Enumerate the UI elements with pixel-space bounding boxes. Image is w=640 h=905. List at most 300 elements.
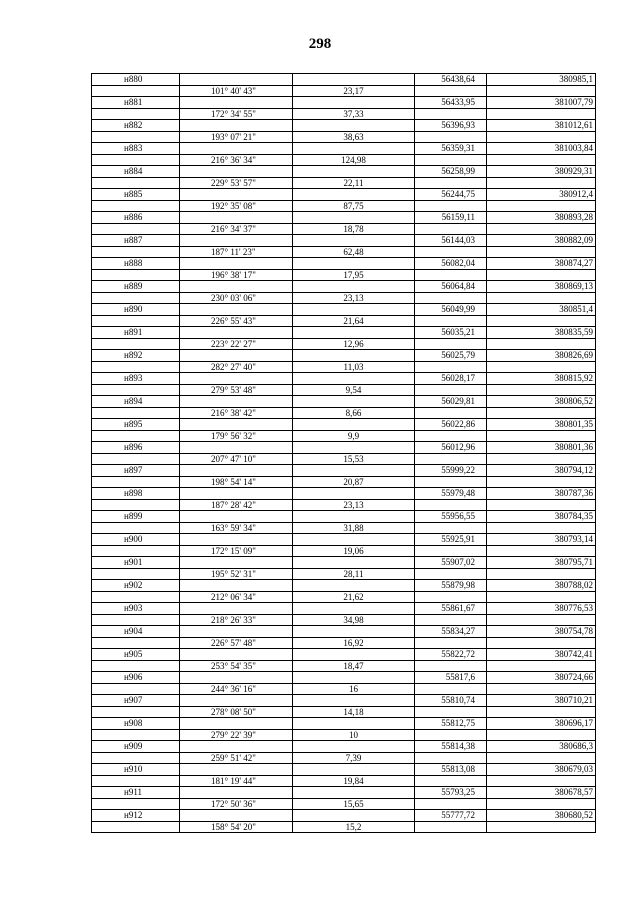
empty-cell <box>293 74 415 86</box>
empty-cell <box>92 821 180 833</box>
direction-angle: 207° 47' 10" <box>180 453 293 465</box>
empty-cell <box>487 591 596 603</box>
empty-cell <box>293 649 415 661</box>
empty-cell <box>415 407 487 419</box>
point-name: н883 <box>92 143 180 155</box>
coord-x: 56028,17 <box>415 373 487 385</box>
coord-x: 56433,95 <box>415 97 487 109</box>
point-name: н881 <box>92 97 180 109</box>
point-row <box>92 74 596 86</box>
empty-cell <box>92 683 180 695</box>
point-row <box>92 672 596 684</box>
segment-length: 87,75 <box>293 200 415 212</box>
point-row <box>92 419 596 431</box>
segment-row <box>92 453 596 465</box>
point-name: н892 <box>92 350 180 362</box>
segment-length: 18,78 <box>293 223 415 235</box>
direction-angle: 223° 22' 27" <box>180 338 293 350</box>
coord-x: 56159,11 <box>415 212 487 224</box>
direction-angle: 172° 34' 55" <box>180 108 293 120</box>
point-name: н887 <box>92 235 180 247</box>
empty-cell <box>415 338 487 350</box>
direction-angle: 216° 36' 34" <box>180 154 293 166</box>
segment-row <box>92 775 596 787</box>
segment-row <box>92 108 596 120</box>
point-row <box>92 396 596 408</box>
empty-cell <box>180 672 293 684</box>
empty-cell <box>487 154 596 166</box>
coord-y: 380678,57 <box>487 787 596 799</box>
coord-y: 380742,41 <box>487 649 596 661</box>
segment-length: 28,11 <box>293 568 415 580</box>
point-row <box>92 166 596 178</box>
empty-cell <box>293 258 415 270</box>
segment-length: 16,92 <box>293 637 415 649</box>
coord-x: 56244,75 <box>415 189 487 201</box>
segment-row <box>92 269 596 281</box>
point-name: н909 <box>92 741 180 753</box>
direction-angle: 163° 59' 34" <box>180 522 293 534</box>
segment-row <box>92 476 596 488</box>
coord-x: 55879,98 <box>415 580 487 592</box>
empty-cell <box>92 752 180 764</box>
empty-cell <box>293 235 415 247</box>
empty-cell <box>180 465 293 477</box>
segment-row <box>92 292 596 304</box>
empty-cell <box>487 131 596 143</box>
point-row <box>92 718 596 730</box>
point-row <box>92 350 596 362</box>
empty-cell <box>487 637 596 649</box>
empty-cell <box>487 315 596 327</box>
empty-cell <box>487 660 596 672</box>
coord-y: 380985,1 <box>487 74 596 86</box>
coord-y: 380794,12 <box>487 465 596 477</box>
empty-cell <box>180 603 293 615</box>
empty-cell <box>180 649 293 661</box>
segment-row <box>92 614 596 626</box>
empty-cell <box>487 85 596 97</box>
point-name: н885 <box>92 189 180 201</box>
empty-cell <box>92 177 180 189</box>
point-row <box>92 465 596 477</box>
empty-cell <box>415 683 487 695</box>
empty-cell <box>487 269 596 281</box>
empty-cell <box>415 499 487 511</box>
coord-x: 55812,75 <box>415 718 487 730</box>
segment-length: 12,96 <box>293 338 415 350</box>
empty-cell <box>92 85 180 97</box>
coord-y: 380710,21 <box>487 695 596 707</box>
empty-cell <box>92 775 180 787</box>
segment-row <box>92 200 596 212</box>
empty-cell <box>293 419 415 431</box>
direction-angle: 229° 53' 57" <box>180 177 293 189</box>
point-name: н905 <box>92 649 180 661</box>
empty-cell <box>180 695 293 707</box>
direction-angle: 226° 57' 48" <box>180 637 293 649</box>
point-row <box>92 534 596 546</box>
empty-cell <box>180 258 293 270</box>
empty-cell <box>415 154 487 166</box>
empty-cell <box>487 338 596 350</box>
empty-cell <box>293 281 415 293</box>
coord-y: 380795,71 <box>487 557 596 569</box>
empty-cell <box>92 361 180 373</box>
empty-cell <box>92 430 180 442</box>
empty-cell <box>92 407 180 419</box>
empty-cell <box>180 74 293 86</box>
empty-cell <box>180 120 293 132</box>
coord-y: 380784,35 <box>487 511 596 523</box>
segment-row <box>92 361 596 373</box>
empty-cell <box>293 718 415 730</box>
empty-cell <box>293 764 415 776</box>
segment-length: 20,87 <box>293 476 415 488</box>
empty-cell <box>415 269 487 281</box>
empty-cell <box>180 557 293 569</box>
empty-cell <box>180 327 293 339</box>
empty-cell <box>293 327 415 339</box>
empty-cell <box>415 752 487 764</box>
point-name: н890 <box>92 304 180 316</box>
coord-y: 380882,09 <box>487 235 596 247</box>
empty-cell <box>487 798 596 810</box>
segment-row <box>92 430 596 442</box>
segment-row <box>92 384 596 396</box>
direction-angle: 198° 54' 14" <box>180 476 293 488</box>
point-name: н898 <box>92 488 180 500</box>
empty-cell <box>92 338 180 350</box>
empty-cell <box>293 787 415 799</box>
empty-cell <box>487 361 596 373</box>
segment-length: 9,9 <box>293 430 415 442</box>
point-row <box>92 442 596 454</box>
point-row <box>92 626 596 638</box>
empty-cell <box>487 177 596 189</box>
empty-cell <box>487 775 596 787</box>
empty-cell <box>92 706 180 718</box>
coord-y: 380696,17 <box>487 718 596 730</box>
empty-cell <box>180 741 293 753</box>
coord-y: 380787,36 <box>487 488 596 500</box>
point-row <box>92 373 596 385</box>
empty-cell <box>415 660 487 672</box>
segment-row <box>92 798 596 810</box>
direction-angle: 193° 07' 21" <box>180 131 293 143</box>
segment-length: 18,47 <box>293 660 415 672</box>
point-row <box>92 120 596 132</box>
direction-angle: 158° 54' 20" <box>180 821 293 833</box>
empty-cell <box>415 85 487 97</box>
empty-cell <box>293 120 415 132</box>
point-name: н884 <box>92 166 180 178</box>
point-row <box>92 787 596 799</box>
direction-angle: 179° 56' 32" <box>180 430 293 442</box>
segment-row <box>92 660 596 672</box>
segment-row <box>92 706 596 718</box>
empty-cell <box>415 545 487 557</box>
coord-y: 380686,3 <box>487 741 596 753</box>
point-row <box>92 235 596 247</box>
point-row <box>92 810 596 822</box>
empty-cell <box>180 718 293 730</box>
empty-cell <box>487 545 596 557</box>
segment-row <box>92 85 596 97</box>
point-name: н894 <box>92 396 180 408</box>
empty-cell <box>415 131 487 143</box>
segment-length: 15,65 <box>293 798 415 810</box>
empty-cell <box>487 200 596 212</box>
empty-cell <box>180 511 293 523</box>
segment-row <box>92 223 596 235</box>
empty-cell <box>487 407 596 419</box>
coordinates-table <box>91 73 596 833</box>
coord-x: 55822,72 <box>415 649 487 661</box>
empty-cell <box>415 177 487 189</box>
empty-cell <box>180 189 293 201</box>
coord-x: 55817,6 <box>415 672 487 684</box>
empty-cell <box>415 568 487 580</box>
point-row <box>92 511 596 523</box>
segment-length: 15,53 <box>293 453 415 465</box>
coord-x: 55861,67 <box>415 603 487 615</box>
coord-y: 380912,4 <box>487 189 596 201</box>
point-name: н908 <box>92 718 180 730</box>
point-row <box>92 327 596 339</box>
segment-row <box>92 752 596 764</box>
segment-length: 23,13 <box>293 292 415 304</box>
empty-cell <box>487 729 596 741</box>
empty-cell <box>293 580 415 592</box>
coord-x: 56022,86 <box>415 419 487 431</box>
segment-row <box>92 591 596 603</box>
coord-y: 380801,35 <box>487 419 596 431</box>
segment-row <box>92 499 596 511</box>
coord-x: 56035,21 <box>415 327 487 339</box>
empty-cell <box>415 246 487 258</box>
point-row <box>92 764 596 776</box>
empty-cell <box>92 292 180 304</box>
coord-y: 380874,27 <box>487 258 596 270</box>
segment-length: 21,64 <box>293 315 415 327</box>
direction-angle: 259° 51' 42" <box>180 752 293 764</box>
empty-cell <box>487 522 596 534</box>
coord-y: 380893,28 <box>487 212 596 224</box>
coord-x: 56396,93 <box>415 120 487 132</box>
coord-x: 56438,64 <box>415 74 487 86</box>
direction-angle: 172° 50' 36" <box>180 798 293 810</box>
empty-cell <box>180 488 293 500</box>
empty-cell <box>487 568 596 580</box>
empty-cell <box>92 269 180 281</box>
empty-cell <box>415 476 487 488</box>
point-name: н880 <box>92 74 180 86</box>
point-row <box>92 258 596 270</box>
empty-cell <box>487 821 596 833</box>
empty-cell <box>415 821 487 833</box>
point-row <box>92 695 596 707</box>
segment-length: 62,48 <box>293 246 415 258</box>
direction-angle: 192° 35' 08" <box>180 200 293 212</box>
empty-cell <box>293 97 415 109</box>
empty-cell <box>293 442 415 454</box>
empty-cell <box>293 373 415 385</box>
segment-row <box>92 821 596 833</box>
empty-cell <box>180 419 293 431</box>
empty-cell <box>293 304 415 316</box>
coord-x: 56258,99 <box>415 166 487 178</box>
point-name: н896 <box>92 442 180 454</box>
page-number: 298 <box>308 36 332 52</box>
empty-cell <box>92 614 180 626</box>
empty-cell <box>415 200 487 212</box>
coord-x: 56359,31 <box>415 143 487 155</box>
coord-y: 380806,52 <box>487 396 596 408</box>
point-name: н886 <box>92 212 180 224</box>
empty-cell <box>92 154 180 166</box>
coord-x: 55793,25 <box>415 787 487 799</box>
coord-x: 55777,72 <box>415 810 487 822</box>
point-row <box>92 557 596 569</box>
direction-angle: 196° 38' 17" <box>180 269 293 281</box>
coord-y: 380788,02 <box>487 580 596 592</box>
point-name: н893 <box>92 373 180 385</box>
empty-cell <box>293 212 415 224</box>
point-row <box>92 304 596 316</box>
direction-angle: 278° 08' 50" <box>180 706 293 718</box>
segment-row <box>92 154 596 166</box>
empty-cell <box>487 246 596 258</box>
coord-y: 380929,31 <box>487 166 596 178</box>
segment-length: 34,98 <box>293 614 415 626</box>
empty-cell <box>180 626 293 638</box>
empty-cell <box>92 798 180 810</box>
coord-x: 56082,04 <box>415 258 487 270</box>
empty-cell <box>92 545 180 557</box>
segment-length: 15,2 <box>293 821 415 833</box>
segment-row <box>92 246 596 258</box>
empty-cell <box>415 223 487 235</box>
segment-row <box>92 177 596 189</box>
empty-cell <box>487 706 596 718</box>
coord-x: 55956,55 <box>415 511 487 523</box>
empty-cell <box>180 810 293 822</box>
point-name: н910 <box>92 764 180 776</box>
empty-cell <box>487 430 596 442</box>
empty-cell <box>415 108 487 120</box>
segment-length: 8,66 <box>293 407 415 419</box>
coord-x: 55810,74 <box>415 695 487 707</box>
point-row <box>92 143 596 155</box>
empty-cell <box>92 453 180 465</box>
point-name: н904 <box>92 626 180 638</box>
empty-cell <box>415 361 487 373</box>
empty-cell <box>92 660 180 672</box>
empty-cell <box>293 810 415 822</box>
point-name: н889 <box>92 281 180 293</box>
coord-x: 55813,08 <box>415 764 487 776</box>
segment-row <box>92 522 596 534</box>
coord-x: 55814,38 <box>415 741 487 753</box>
empty-cell <box>293 626 415 638</box>
empty-cell <box>92 108 180 120</box>
empty-cell <box>415 453 487 465</box>
coord-x: 56012,96 <box>415 442 487 454</box>
empty-cell <box>92 223 180 235</box>
point-name: н899 <box>92 511 180 523</box>
point-row <box>92 189 596 201</box>
empty-cell <box>487 453 596 465</box>
empty-cell <box>415 614 487 626</box>
empty-cell <box>293 603 415 615</box>
empty-cell <box>180 350 293 362</box>
point-row <box>92 212 596 224</box>
segment-length: 19,06 <box>293 545 415 557</box>
segment-length: 7,39 <box>293 752 415 764</box>
empty-cell <box>180 143 293 155</box>
coord-y: 380776,53 <box>487 603 596 615</box>
empty-cell <box>415 637 487 649</box>
point-name: н906 <box>92 672 180 684</box>
coord-y: 380869,13 <box>487 281 596 293</box>
point-row <box>92 603 596 615</box>
empty-cell <box>415 775 487 787</box>
point-row <box>92 97 596 109</box>
point-name: н891 <box>92 327 180 339</box>
empty-cell <box>415 706 487 718</box>
segment-row <box>92 338 596 350</box>
empty-cell <box>487 223 596 235</box>
empty-cell <box>180 787 293 799</box>
direction-angle: 279° 53' 48" <box>180 384 293 396</box>
empty-cell <box>487 292 596 304</box>
segment-length: 124,98 <box>293 154 415 166</box>
direction-angle: 187° 11' 23" <box>180 246 293 258</box>
direction-angle: 226° 55' 43" <box>180 315 293 327</box>
coord-x: 56144,03 <box>415 235 487 247</box>
empty-cell <box>180 373 293 385</box>
empty-cell <box>92 315 180 327</box>
segment-length: 14,18 <box>293 706 415 718</box>
segment-length: 10 <box>293 729 415 741</box>
empty-cell <box>92 591 180 603</box>
empty-cell <box>293 166 415 178</box>
empty-cell <box>293 741 415 753</box>
point-name: н903 <box>92 603 180 615</box>
direction-angle: 101° 40' 43" <box>180 85 293 97</box>
empty-cell <box>487 108 596 120</box>
segment-length: 17,95 <box>293 269 415 281</box>
empty-cell <box>293 189 415 201</box>
coord-y: 380793,14 <box>487 534 596 546</box>
point-row <box>92 580 596 592</box>
empty-cell <box>487 499 596 511</box>
empty-cell <box>92 384 180 396</box>
coord-y: 380680,52 <box>487 810 596 822</box>
segment-length: 21,62 <box>293 591 415 603</box>
segment-length: 23,13 <box>293 499 415 511</box>
segment-row <box>92 315 596 327</box>
segment-row <box>92 407 596 419</box>
empty-cell <box>92 522 180 534</box>
empty-cell <box>92 476 180 488</box>
coord-x: 56064,84 <box>415 281 487 293</box>
empty-cell <box>415 315 487 327</box>
direction-angle: 172° 15' 09" <box>180 545 293 557</box>
coord-x: 55925,91 <box>415 534 487 546</box>
empty-cell <box>487 752 596 764</box>
